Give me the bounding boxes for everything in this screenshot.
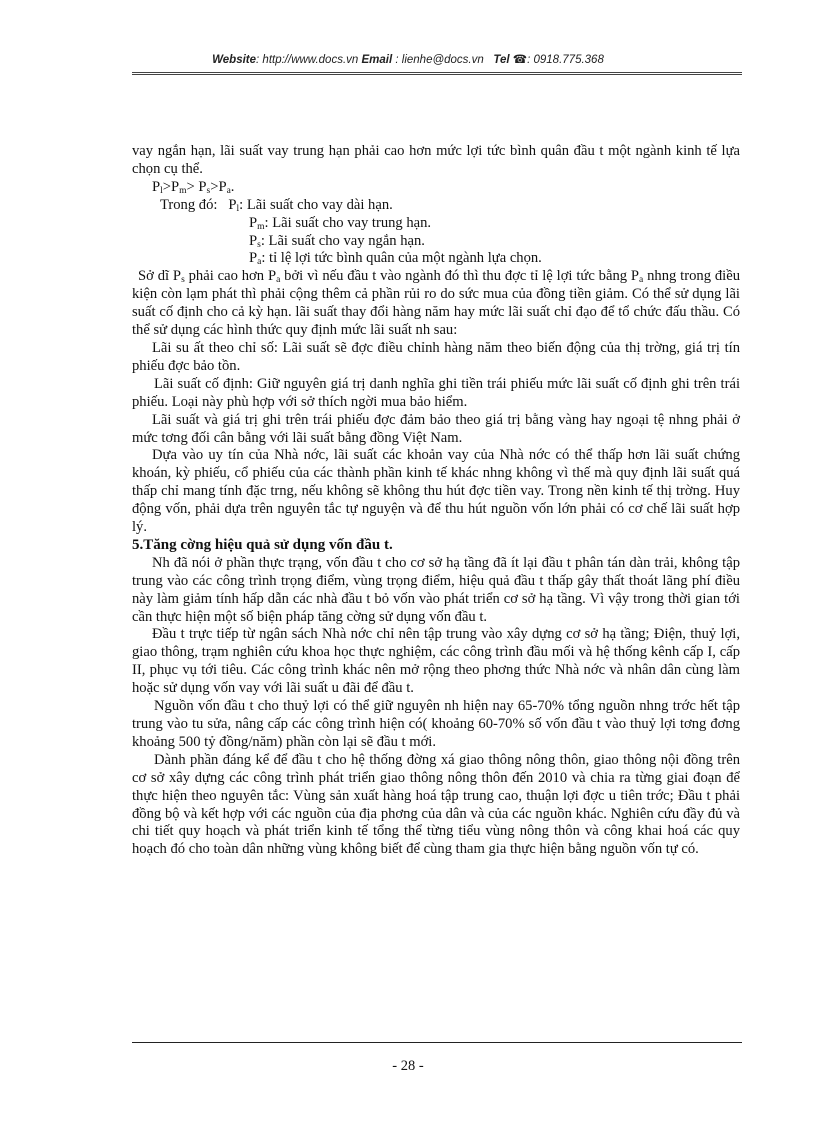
- tel-label: Tel: [493, 54, 510, 66]
- paragraph-irrigation: Nguồn vốn đầu t cho thuỷ lợi có thể giữ nguyên nh hiện nay 65-70% tổng nguồn nhng trớc hết tập trung vào tu sửa, nâng cấp các công trình hiện có( khoảng 60-70% số vốn đầu t vào thuỷ lợi tơng đơng khoảng 500 tỷ đồng/năm) phần còn lại sẽ đầu t mới.: [132, 698, 740, 750]
- paragraph-direct-budget: Đầu t trực tiếp từ ngân sách Nhà nớc chỉ nên tập trung vào xây dựng cơ sở hạ tầng; Điện, thuỷ lợi, giao thông, trạm nghiên cứu khoa học thực nghiệm, các công trình đầu mối và hệ thống kênh cấp I, cấp II, phục vụ tới tiêu. Các công trình khác nên mở rộng theo phơng thức Nhà nớc và nhân dân cùng làm hoặc sử dụng vốn vay với lãi suất u đãi để đầu t.: [132, 626, 740, 697]
- page-number: - 28 -: [392, 1058, 424, 1074]
- where-label: Trong đó:: [160, 196, 218, 213]
- definition-item-average: $P_a$: tỉ lệ lợi tức bình quân của một ngành lựa chọn.: [249, 250, 542, 268]
- definition-item-short: $P_s$: Lãi suất cho vay ngắn hạn.: [249, 232, 425, 250]
- tel-value: : 0918.775.368: [527, 54, 604, 66]
- interest-formula: $P_l>P_m> P_s>P_a$.: [152, 178, 235, 196]
- website-value: : http://www.docs.vn: [256, 54, 359, 66]
- paragraph-fixed-rate: Lãi suất cố định: Giữ nguyên giá trị danh nghĩa ghi tiền trái phiếu mức lãi suất cố định ghi trên trái phiếu. Loại này phù hợp với sở thích ngời mua bảo hiểm.: [132, 375, 740, 410]
- email-label: Email: [361, 54, 393, 66]
- phone-icon: ☎: [512, 54, 528, 66]
- paragraph-2: Sở dĩ $P_s$ phải cao hơn $P_a$ bởi vì nếu đầu t vào ngành đó thì thu đợc tỉ lệ lợi tức bằng $P_a$ nhng trong điều kiện còn lạm phát thì phải cộng thêm cả phần rủi ro do sức mua của đồng tiền giảm. Có thể sử dụng lãi suất cố định cho cả kỳ hạn. lãi suất thay đổi hàng năm hay mức lãi suất chỉ đạo để tổ chức đấu thầu. Có thể sử dụng các hình thức quy định mức lãi suất nh sau:: [132, 268, 740, 339]
- paragraph-gold-rate: Lãi suất và giá trị ghi trên trái phiếu đợc đảm bảo theo giá trị bằng vàng hay ngoại tệ nhng phải ở mức tơng đối cân bằng với lãi suất bằng đồng Việt Nam.: [132, 411, 740, 446]
- page-header: [0, 52, 816, 66]
- paragraph-indexed-rate: Lãi su ất theo chỉ số: Lãi suất sẽ đợc điều chỉnh hàng năm theo biến động của thị trờng, giá trị tín phiếu đợc bảo tồn.: [132, 339, 740, 374]
- header-rule: [132, 72, 742, 75]
- paragraph-investment-status: Nh đã nói ở phần thực trạng, vốn đầu t cho cơ sở hạ tầng đã ít lại đầu t phân tán dàn trải, không tập trung vào các công trình trọng điểm, vùng trọng điểm, hiệu quả đầu t thấp gây thất thoát lãng phí điều này làm giảm tính hấp dẫn các nhà đầu t bỏ vốn vào phát triển cơ sở hạ tầng. Vì vậy trong thời gian tới cần thực hiện một số biện pháp tăng cờng sử dụng vốn đầu t.: [132, 554, 740, 625]
- definition-item-long: Trong đó: $P_l$: Lãi suất cho vay dài hạn.: [160, 196, 393, 214]
- document-body: [132, 143, 740, 859]
- paragraph-1: vay ngắn hạn, lãi suất vay trung hạn phải cao hơn mức lợi tức bình quân đầu t một ngành kinh tế lựa chọn cụ thể.: [132, 143, 740, 177]
- email-value: : lienhe@docs.vn: [392, 54, 484, 66]
- website-label: Website: [212, 54, 257, 66]
- paragraph-state-reputation: Dựa vào uy tín của Nhà nớc, lãi suất các khoản vay của Nhà nớc có thể thấp hơn lãi suất chứng khoán, kỳ phiếu, cổ phiếu của các thành phần kinh tế khác nhng không vì thế mà quy định lãi suất quá thấp chỉ mang tính đặc trng, nếu không sẽ không thu hút đợc tiền vay. Trong nền kinh tế thị trờng. Huy động vốn, phải dựa trên nguyên tắc tự nguyện và để thu hút nguồn vốn lớn phải có cơ chế lãi suất hợp lý.: [132, 447, 740, 536]
- definition-item-medium: $P_m$: Lãi suất cho vay trung hạn.: [249, 214, 432, 232]
- paragraph-rural-roads: Dành phần đáng kể để đầu t cho hệ thống đờng xá giao thông nông thôn, giao thông nội đồng trên cơ sở xây dựng các công trình phát triển giao thông nông thôn đến 2010 và chia ra từng giai đoạn để thực hiện theo nguyên tắc: Vùng sản xuất hàng hoá tập trung cao, thuận lợi đợc u tiên trớc; Đầu t phải đồng bộ và kết hợp với các nguồn của địa phơng của dân và của các nguồn khác. Nghiên cứu đầy đủ và chi tiết quy hoạch và phát triển kinh tế tổng thể từng tiểu vùng nông thôn và công khai hoá các quy hoạch đó cho toàn dân những vùng không biết để cùng tham gia thực hiện bằng nguồn vốn tự có.: [132, 751, 740, 858]
- section-heading: 5.Tăng cờng hiệu quả sử dụng vốn đầu t.: [132, 536, 393, 553]
- footer-rule: [132, 1042, 742, 1043]
